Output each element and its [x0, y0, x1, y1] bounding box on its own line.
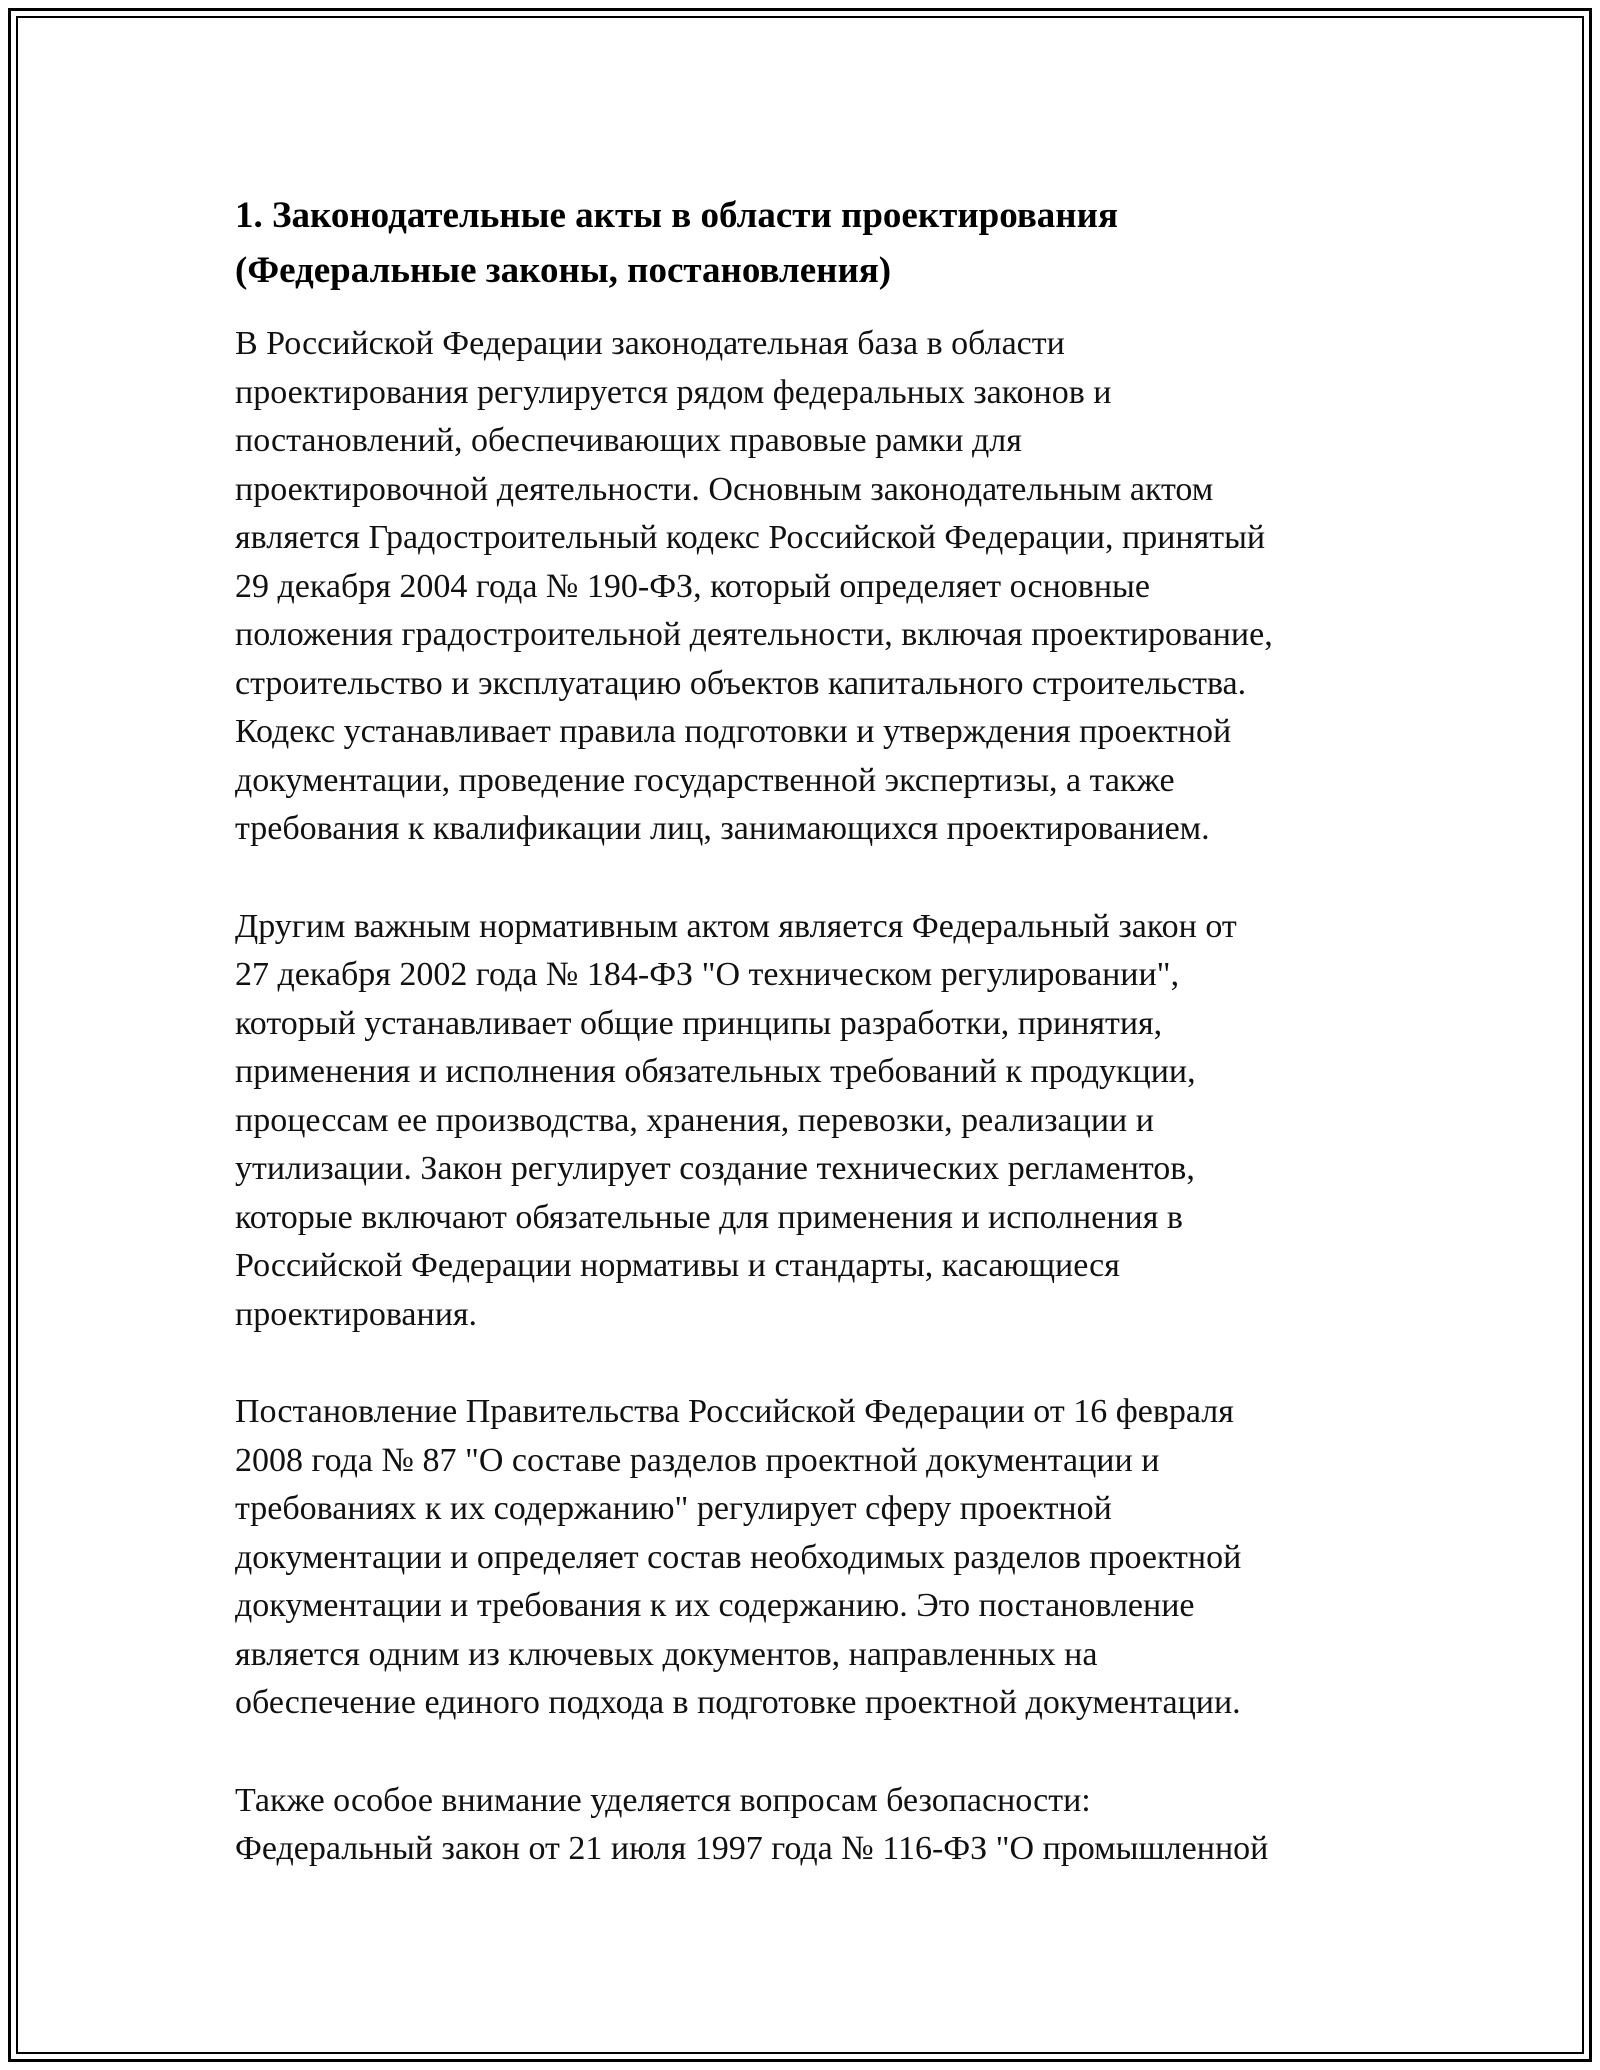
text-line: обеспечение единого подхода в подготовке проектной документации. — [235, 1684, 1241, 1721]
text-line: Федеральный закон от 21 июля 1997 года № 116-ФЗ "О промышленной — [235, 1830, 1269, 1867]
text-line: 27 декабря 2002 года № 184-ФЗ "О техническом регулировании", — [235, 956, 1180, 993]
text-line: которые включают обязательные для применения и исполнения в — [235, 1198, 1183, 1236]
text-line: проектировочной деятельности. Основным законодательным актом — [235, 470, 1214, 508]
text-line: является Градостроительный кодекс Российской Федерации, принятый — [235, 519, 1266, 556]
text-line: Кодекс устанавливает правила подготовки и утверждения проектной — [235, 713, 1232, 750]
text-line: Постановление Правительства Российской Федерации от 16 февраля — [235, 1393, 1234, 1430]
text-line: Другим важным нормативным актом является Федеральный закон от — [235, 907, 1237, 945]
text-line: процессам ее производства, хранения, перевозки, реализации и — [235, 1101, 1154, 1139]
text-line: требованиях к их содержанию" регулирует сферу проектной — [235, 1490, 1112, 1527]
text-line: 2008 года № 87 "О составе разделов проектной документации и — [235, 1441, 1160, 1479]
paragraph-gradostroitelny-kodeks — [235, 320, 1365, 854]
text-line: применения и исполнения обязательных требований к продукции, — [235, 1053, 1196, 1090]
text-line: Также особое внимание уделяется вопросам безопасности: — [235, 1781, 1091, 1819]
text-line: документации и определяет состав необходимых разделов проектной — [235, 1538, 1242, 1576]
heading-line: 1. Законодательные акты в области проектирования — [235, 195, 1118, 236]
paragraph-tekhnicheskoe-regulirovanie — [235, 903, 1365, 1340]
text-line: постановлений, обеспечивающих правовые рамки для — [235, 422, 1022, 459]
text-line: проектирования регулируется рядом федеральных законов и — [235, 373, 1112, 411]
text-line: документации, проведение государственной экспертизы, а также — [235, 761, 1175, 799]
text-line: является одним из ключевых документов, направленных на — [235, 1635, 1098, 1673]
text-line: который устанавливает общие принципы разработки, принятия, — [235, 1004, 1163, 1042]
text-line: требования к квалификации лиц, занимающихся проектированием. — [235, 810, 1210, 847]
text-line: положения градостроительной деятельности, включая проектирование, — [235, 616, 1273, 653]
paragraph-postanovlenie-87 — [235, 1388, 1365, 1728]
text-line: 29 декабря 2004 года № 190-ФЗ, который определяет основные — [235, 567, 1150, 605]
text-line: Российской Федерации нормативы и стандарты, касающиеся — [235, 1247, 1120, 1284]
text-line: строительство и эксплуатацию объектов капитального строительства. — [235, 664, 1247, 702]
section-heading — [235, 188, 1365, 298]
text-line: документации и требования к их содержанию. Это постановление — [235, 1587, 1195, 1624]
heading-line: (Федеральные законы, постановления) — [235, 250, 892, 291]
paragraph-bezopasnost — [235, 1777, 1365, 1874]
text-line: утилизации. Закон регулирует создание технических регламентов, — [235, 1150, 1195, 1187]
text-line: проектирования. — [235, 1295, 478, 1333]
text-line: В Российской Федерации законодательная база в области — [235, 325, 1065, 362]
document-page — [235, 188, 1365, 1923]
